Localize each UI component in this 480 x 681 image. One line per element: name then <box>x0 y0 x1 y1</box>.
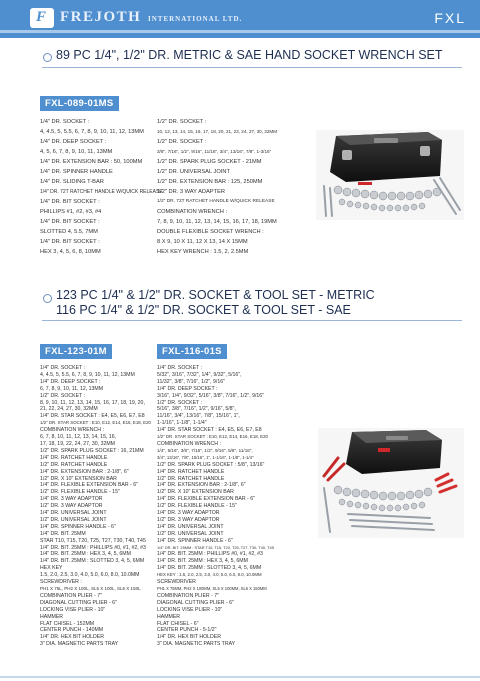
spec-line: 1/4" DR. BIT. 25MM : SLOTTED 3, 4, 5, 6MM <box>40 558 145 565</box>
spec-line: FLAT CHISEL - 152MM <box>40 620 95 627</box>
section1-left-specs <box>40 117 163 257</box>
spec-line: PH1 X 75MM, PH2 X 100MM, SL5 X 100MM, SL6 X 150MM <box>157 586 267 591</box>
spec-line: LOCKING VISE PLIER - 10" <box>157 606 223 613</box>
carry-case-icon <box>346 430 442 474</box>
spec-line: 1/4" DR. DEEP SOCKET : <box>40 378 101 385</box>
spec-line: 3" DIA. MAGNETIC PARTS TRAY <box>157 641 236 648</box>
spec-line: 3/16", 1/4", 9/32", 5/16", 3/8", 7/16", 1/2", 9/16" <box>157 392 265 399</box>
spec-line: SCREWDRIVER <box>157 579 196 586</box>
spec-line: 1/4" DR. EXTENSION BAR : 2-1/8", 6" <box>157 482 246 489</box>
spec-line: 1/4" DR. UNIVERSAL JOINT <box>157 523 224 530</box>
spec-line: 1/2" DR. UNIVERSAL JOINT <box>157 169 230 175</box>
spec-line: 1/4" DR. BIT SOCKET : <box>40 239 100 245</box>
spec-line: 1/4" DR. STAR SOCKET : E4, E5, E6, E7, E8 <box>157 427 262 434</box>
spec-line: HEX KEY : 1.5, 2.0, 2.5, 3.0, 4.0, 5.0, 6.0, 8.0, 10.0MM <box>157 572 262 578</box>
spec-line: 1/4" DR. EXTENSION BAR : 2-1/8", 6" <box>40 468 129 475</box>
spec-line: 1/4" DR. RATCHET HANDLE <box>157 468 225 475</box>
header-stripe <box>0 30 480 33</box>
spec-line: 3/8", 7/16", 1/2", 9/16", 11/16", 3/4", 13/16", 7/8", 1-3/16" <box>157 149 272 154</box>
spec-line: 1/4" DR. HEX BIT HOLDER <box>157 634 222 641</box>
spec-line: CENTER PUNCH - 5-1/2" <box>157 627 217 634</box>
spec-line: 3" DIA. MAGNETIC PARTS TRAY <box>40 641 119 648</box>
spec-line: DOUBLE FLEXIBLE SOCKET WRENCH : <box>157 229 264 235</box>
spec-line: 1/2" DR. 3 WAY ADAPTER <box>157 189 225 195</box>
spec-line: CENTER PUNCH - 140MM <box>40 627 104 634</box>
spec-line: 8 X 9, 10 X 11, 12 X 13, 14 X 15MM <box>157 239 248 245</box>
spec-line: 1/4", 5/16", 3/8", 7/16", 1/2", 9/16", 5/8", 11/16", <box>157 447 253 453</box>
spec-line: DIAGONAL CUTTING PLIER - 6" <box>40 599 117 606</box>
spec-line: COMBINATION WRENCH : <box>40 427 104 434</box>
spec-line: 1/2" DR. STAR SOCKET : E10, E12, E14, E16, E18, E20 <box>157 434 268 440</box>
spec-line: 6, 7, 8, 10, 11, 12, 13, 14, 15, 16, <box>40 434 117 441</box>
spec-line: 1/4" DR. BIT SOCKET : <box>40 219 100 225</box>
spec-line: FLAT CHISEL - 6" <box>157 620 199 627</box>
spec-line: 1/4" DR. STAR SOCKET : E4, E5, E6, E7, E8 <box>40 413 145 420</box>
spec-line: 7, 8, 9, 10, 11, 12, 13, 14, 15, 16, 17, 18, 19MM <box>157 219 277 225</box>
spec-line: 1/4" DR. DEEP SOCKET : <box>40 139 107 145</box>
spec-line: 1/4" DR. SOCKET : <box>40 365 85 371</box>
spec-line: 1/4" DR. SOCKET : <box>157 365 202 371</box>
spec-line: 1/4" DR. SPINNER HANDLE - 6" <box>40 523 116 530</box>
spec-line: 1/2" DR. SPARK PLUG SOCKET - 21MM <box>157 159 262 165</box>
spec-line: 1/4" DR. RATCHET HANDLE <box>40 454 108 461</box>
section2-divider <box>42 320 462 321</box>
spec-line: 1/4" DR. BIT. 25MM : PHILLIPS #0, #1, #2, #3 <box>157 551 263 558</box>
spec-line: 1/2" DR. RATCHET HANDLE <box>157 475 225 482</box>
spec-line: 1/2" DR. FLEXIBLE HANDLE - 15" <box>157 503 237 510</box>
spec-line: 1/2" DR. X 10" EXTENSION BAR <box>157 489 234 496</box>
spec-line: 1/4" DR. SPINNER HANDLE - 6" <box>157 537 233 544</box>
spec-line: 3/4", 13/16", 7/8", 15/16", 1", 1-1/16", 1-1/8", 1-1/4" <box>157 454 254 460</box>
section2-title-sae: 116 PC 1/4" & 1/2" DR. SOCKET & TOOL SET - SAE <box>56 303 351 317</box>
spec-line: 5/16", 3/8", 7/16", 1/2", 9/16", 5/8", <box>157 406 236 413</box>
spec-line: 10, 12, 13, 14, 15, 16, 17, 18, 20, 21, 23, 24, 27, 30, 32MM <box>157 129 278 134</box>
spec-line: 17, 18, 19, 22, 24, 27, 30, 32MM <box>40 440 115 447</box>
spec-line: 1/2" DR. SOCKET : <box>40 392 85 399</box>
spec-line: COMBINATION PLIER - 7" <box>40 592 102 599</box>
spec-line: 1/2" DR. EXTENSION BAR : 125, 250MM <box>157 179 263 185</box>
spec-line: PH1 X 75L, PH2 X 100L, SL5 X 100L, SL6 X 150L <box>40 586 141 591</box>
spec-line: HAMMER <box>40 613 64 620</box>
spec-line: PHILLIPS #1, #2, #3, #4 <box>40 209 102 215</box>
spec-line: 4, 5, 6, 7, 8, 9, 10, 11, 13MM <box>40 149 113 155</box>
spec-line: LOCKING VISE PLIER - 10" <box>40 606 106 613</box>
section-bullet-icon <box>43 294 52 303</box>
page-header <box>0 0 480 38</box>
section2-product-code-sae: FXL-116-01S <box>157 344 227 359</box>
spec-line: 1/4" DR. BIT. 25MM : HEX 3, 4, 5, 6MM <box>157 558 248 565</box>
brand-name: FREJOTH <box>60 9 142 25</box>
spec-line: 1/4" DR. BIT. 25MM : SLOTTED 3, 4, 5, 6MM <box>157 565 262 572</box>
spec-line: SCREWDRIVER : <box>40 579 82 586</box>
section1-right-specs <box>157 117 277 257</box>
section1-title: 89 PC 1/4", 1/2" DR. METRIC & SAE HAND SOCKET WRENCH SET <box>56 48 443 62</box>
spec-line: 1/2" DR. RATCHET HANDLE <box>40 461 108 468</box>
spec-line: 1/2" DR. UNIVERSAL JOINT <box>157 530 224 537</box>
spec-line: 4, 4.5, 5, 5.5, 6, 7, 8, 9, 10, 11, 12, 13MM <box>40 371 135 378</box>
section-bullet-icon <box>43 53 52 62</box>
spec-line: STAR T10, T15, T20, T25, T27, T30, T40, T45 <box>40 537 146 544</box>
spec-line: SLOTTED 4, 5.5, 7MM <box>40 229 98 235</box>
spec-line: 1/4" DR. SLIDING T-BAR <box>40 179 104 185</box>
spec-line: 1/4" DR. BIT. 25MM <box>40 530 86 537</box>
spec-line: 11/32", 3/8", 7/16", 1/2", 9/16" <box>157 378 225 385</box>
toolset-89pc-photo <box>316 130 464 220</box>
spec-line: 1/2" DR. 3 WAY ADAPTOR <box>40 503 103 510</box>
spec-line: HEX 3, 4, 5, 6, 8, 10MM <box>40 249 101 255</box>
spec-line: 1/4" DR. HEX BIT HOLDER <box>40 634 105 641</box>
spec-line: 11/16", 3/4", 13/16", 7/8", 15/16", 1", <box>157 413 240 420</box>
brand-subtitle: INTERNATIONAL LTD. <box>148 15 243 23</box>
spec-line: COMBINATION PLIER - 7" <box>157 592 219 599</box>
spec-line: 1/2" DR. 72T RATCHET HANDLE W/QUICK RELEASE <box>157 199 275 204</box>
spec-line: COMBINATION WRENCH : <box>157 209 228 215</box>
footer-divider <box>0 676 480 678</box>
toolset-123pc-photo <box>318 428 464 538</box>
spec-line: HEX KEY WRENCH : 1.5, 2, 2.5MM <box>157 249 249 255</box>
spec-line: 1/4" DR. SOCKET : <box>40 119 90 125</box>
spec-line: COMBINATION WRENCH : <box>157 440 221 447</box>
spec-line: 1/2" DR. STAR SOCKET : E10, E12, E14, E16, E18, E20 <box>40 420 151 426</box>
spec-line: 1/2" DR. SPARK PLUG SOCKET : 16, 21MM <box>40 447 144 454</box>
spec-line: 5/32", 3/16", 7/32", 1/4", 9/32", 5/16", <box>157 371 242 378</box>
spec-line: 21, 22, 24, 27, 30, 32MM <box>40 406 98 413</box>
spec-line: 4, 4.5, 5, 5.5, 6, 7, 8, 9, 10, 11, 12, 13MM <box>40 129 144 135</box>
section2-product-code-metric: FXL-123-01M <box>40 344 112 359</box>
spec-line: DIAGONAL CUTTING PLIER - 6" <box>157 599 234 606</box>
spec-line: 1/4" DR. BIT SOCKET : <box>40 199 100 205</box>
spec-line: 1/4" DR. UNIVERSAL JOINT <box>40 510 107 517</box>
spec-line: 1/4" DR. BIT. 25MM : STAR T10, T15, T20, T25, T27, T30, T40, T45 <box>157 544 274 550</box>
spec-line: 1/2" DR. X 10" EXTENSION BAR <box>40 475 117 482</box>
section1-product-code: FXL-089-01MS <box>40 96 119 111</box>
spec-line: 1/2" DR. SOCKET : <box>157 139 207 145</box>
spec-line: 8, 9, 10, 11, 12, 13, 14, 15, 16, 17, 18, 19, 20, <box>40 399 145 406</box>
spec-line: 1/2" DR. UNIVERSAL JOINT <box>40 516 107 523</box>
spec-line: 1/4" DR. FLEXIBLE EXTENSION BAR - 6" <box>40 482 138 489</box>
series-tag: FXL <box>434 10 466 26</box>
spec-line: 1/2" DR. SPARK PLUG SOCKET : 5/8", 13/16" <box>157 461 265 468</box>
section2-metric-specs <box>40 365 151 648</box>
spec-line: 1/4" DR. SPINNER HANDLE <box>40 169 113 175</box>
spec-line: 1/2" DR. FLEXIBLE HANDLE - 15" <box>40 489 120 496</box>
section2-title-metric: 123 PC 1/4" & 1/2" DR. SOCKET & TOOL SET - METRIC <box>56 288 375 302</box>
spec-line: 1.5, 2.0, 2.5, 3.0, 4.0, 5.0, 6.0, 8.0, 10.0MM <box>40 572 140 579</box>
section2-sae-specs <box>157 365 274 648</box>
spec-line: 1/4" DR. EXTENSION BAR : 50, 100MM <box>40 159 143 165</box>
spec-line: 1-1/16", 1-1/8", 1-1/4" <box>157 420 207 427</box>
spec-line: 1/2" DR. SOCKET : <box>157 399 202 406</box>
spec-line: 1/2" DR. 3 WAY ADAPTOR <box>157 516 220 523</box>
section1-divider <box>42 67 462 68</box>
spec-line: 1/4" DR. 3 WAY ADAPTOR <box>157 510 220 517</box>
spec-line: 1/4" DR. DEEP SOCKET : <box>157 385 218 392</box>
spec-line: HAMMER <box>157 613 181 620</box>
spec-line: 1/4" DR. BIT. 25MM : PHILLIPS #0, #1, #2, #3 <box>40 544 146 551</box>
spec-line: 1/2" DR. SOCKET : <box>157 119 207 125</box>
spec-line: 1/4" DR. 72T RATCHET HANDLE W/QUICK RELEASE <box>40 189 163 195</box>
spec-line: HEX KEY <box>40 565 63 572</box>
company-logo: F <box>30 8 54 28</box>
spec-line: 6, 7, 8, 9, 10, 11, 12, 13MM <box>40 385 104 392</box>
spec-line: 1/4" DR. BIT. 25MM : HEX 3, 4, 5, 6MM <box>40 551 131 558</box>
spec-line: 1/4" DR. 3 WAY ADAPTOR <box>40 496 103 503</box>
spec-line: 1/4" DR. FLEXIBLE EXTENSION BAR - 6" <box>157 496 255 503</box>
